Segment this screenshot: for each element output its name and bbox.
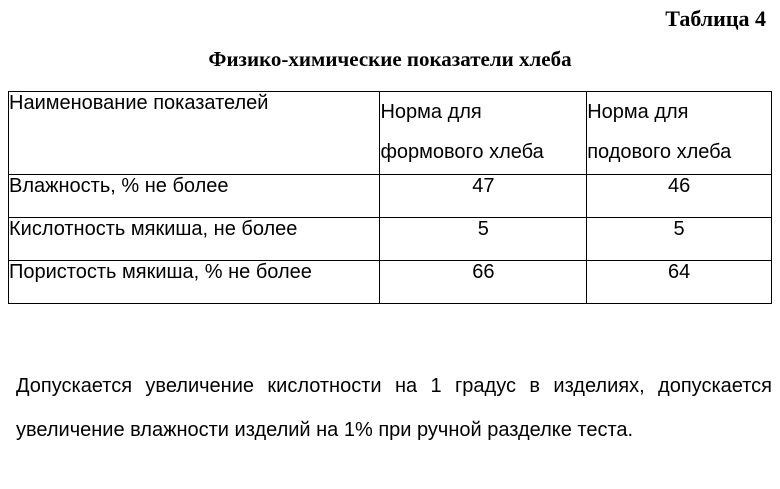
table-row <box>9 218 772 261</box>
row-name: Влажность, % не более <box>9 175 380 218</box>
row-form-value: 5 <box>380 218 587 261</box>
table-header-row <box>9 92 772 175</box>
row-hearth-value: 46 <box>587 175 772 218</box>
header-form-line2: формового хлеба <box>380 141 544 163</box>
header-hearth-line1: Норма для <box>587 101 689 123</box>
table-row <box>9 261 772 304</box>
table-title: Физико-химические показатели хлеба <box>208 47 572 71</box>
note-paragraph: Допускается увеличение кислотности на 1 градус в изделиях, допускается увеличение влажности изделий на 1% при ручной разделке теста. <box>16 375 772 441</box>
header-indicator-name: Наименование показателей <box>9 92 380 175</box>
table-number: Таблица 4 <box>665 6 766 31</box>
row-hearth-value: 5 <box>587 218 772 261</box>
table-row <box>9 175 772 218</box>
header-hearth-bread <box>587 92 772 175</box>
header-hearth-line2: подового хлеба <box>587 141 732 163</box>
row-form-value: 66 <box>380 261 587 304</box>
row-name: Кислотность мякиша, не более <box>9 218 380 261</box>
row-hearth-value: 64 <box>587 261 772 304</box>
bread-indicators-table <box>8 91 772 304</box>
header-form-bread <box>380 92 587 175</box>
header-form-line1: Норма для <box>380 101 482 123</box>
row-name: Пористость мякиша, % не более <box>9 261 380 304</box>
row-form-value: 47 <box>380 175 587 218</box>
